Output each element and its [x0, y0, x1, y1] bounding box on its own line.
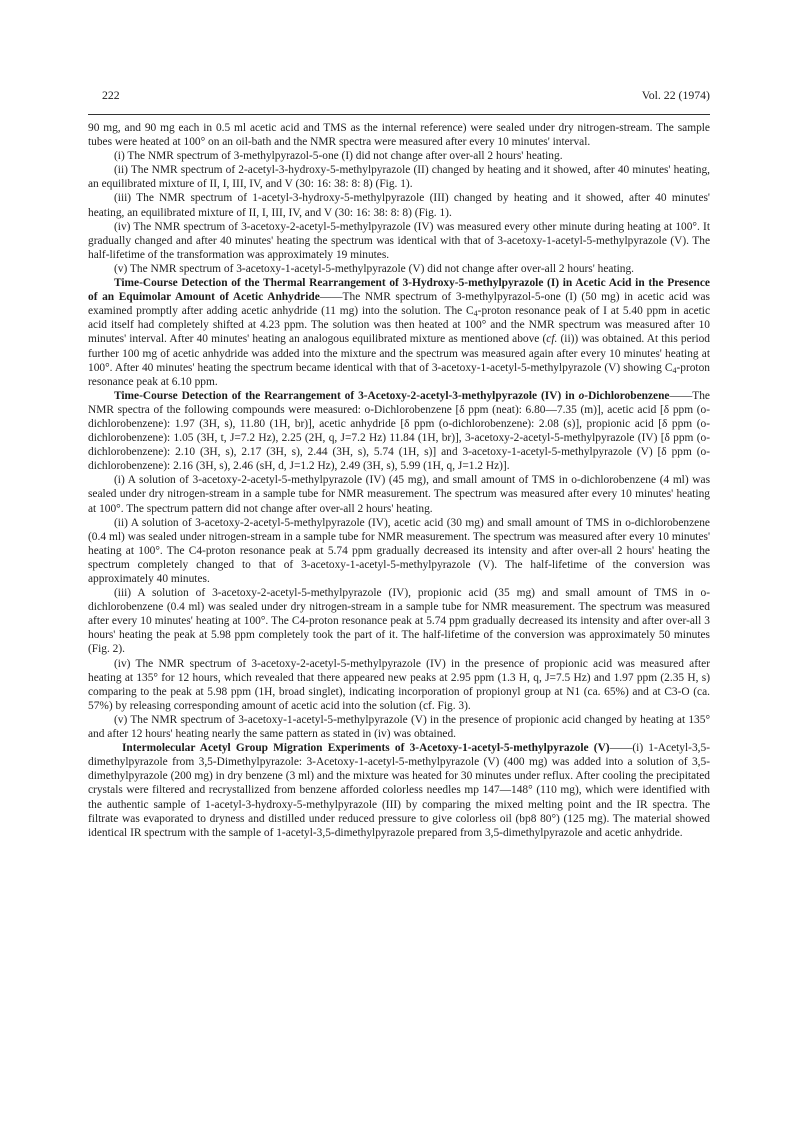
list1-item-i: (i) The NMR spectrum of 3-methylpyrazol-5-one (I) did not change after over-all 2 hours' heating.	[114, 150, 563, 163]
list1-item-v: (v) The NMR spectrum of 3-acetoxy-1-acetyl-5-methylpyrazole (V) did not change after over-all 2 hours' heating.	[114, 262, 635, 275]
section-text: The NMR spectrum of 3-methylpyrazol-5-one (I) (50 mg) in acetic acid was examined promptly after adding acetic anhydride (11 mg) into the solution. The C	[88, 291, 710, 318]
list2-item-i: (i) A solution of 3-acetoxy-2-acetyl-5-methylpyrazole (IV) (45 mg), and small amount of TMS in o-dichlorobenzene (4 ml) was sealed under dry nitrogen-stream in a sample tube for NMR measurement. The spectrum was measured after every 10 minutes' heating at 100°. The spectrum pattern did not change after over-all 2 hours' heating.	[88, 474, 710, 515]
list1-item-iii: (iii) The NMR spectrum of 1-acetyl-3-hydroxy-5-methylpyrazole (III) changed by heating and it showed, after 40 minutes' heating, an equilibrated mixture of II, I, III, IV, and V (30: 16: 38: 8: 8) (Fig. 1).	[88, 192, 710, 219]
section-migration	[88, 741, 710, 840]
subscript: 4	[672, 365, 677, 375]
running-header	[88, 88, 710, 106]
section-text: (ii)) was obtained. At this period further 100 mg of acetic anhydride was added into the mixture and the spectrum was measured again after every 10 minutes' heating at 100°. After 40 minutes' heating the spectrum became identical with that of 3-acetoxy-1-acetyl-5-methylpyrazole (V) showing C	[88, 333, 710, 374]
section-heading: Intermolecular Acetyl Group Migration Experiments of 3-Acetoxy-1-acetyl-5-methylpyrazole (V)	[122, 742, 610, 755]
section-text: (i) 1-Acetyl-3,5-dimethylpyrazole from 3,5-Dimethylpyrazole: 3-Acetoxy-1-acetyl-5-methylpyrazole (V) (400 mg) was added into a solution of 3,5-dimethylpyrazole (200 mg) in dry benzene (3 ml) and the mixture was heated for 30 minutes under reflux. After cooling the precipitated crystals were filtered and recrystallized from benzene afforded colorless needles mp 147—148° (110 mg), which were identified with the authentic sample of 1-acetyl-3-hydroxy-5-methylpyrazole (III) by comparing the mixed melting point and the IR spectra. The filtrate was evaporated to dryness and distilled under reduced pressure to give colorless oil (bp8 80°) (125 mg). The material showed identical IR spectrum with the sample of 1-acetyl-3,5-dimethylpyrazole prepared from 3,5-dimethylpyrazole and acetic anhydride.	[88, 742, 710, 839]
intro-paragraph: 90 mg, and 90 mg each in 0.5 ml acetic acid and TMS as the internal reference) were sealed under dry nitrogen-stream. The sample tubes were heated at 100° on an oil-bath and the NMR spectra were measured after every 10 minutes' interval.	[88, 122, 710, 149]
list2-item-ii: (ii) A solution of 3-acetoxy-2-acetyl-5-methylpyrazole (IV), acetic acid (30 mg) and small amount of TMS in o-dichlorobenzene (0.4 ml) was sealed under nitrogen-stream in a sample tube for NMR measurement. The spectrum was measured after every 10 minutes' heating at 100°. The C4-proton resonance peak at 5.74 ppm gradually decreased its intensity and after over-all 2 hours' heating the spectrum completely changed to that of 3-acetoxy-1-acetyl-5-methylpyrazole (V). The half-lifetime of the conversion was approximately 40 minutes.	[88, 516, 710, 585]
page-body	[88, 121, 710, 840]
heading-italic: o	[578, 389, 585, 402]
list2-item-iv: (iv) The NMR spectrum of 3-acetoxy-2-acetyl-5-methylpyrazole (IV) in the presence of propionic acid was measured after heating at 135° for 12 hours, which revealed that there appeared new peaks at 2.95 ppm (1.3 H, q, J=7.5 Hz) and 1.97 ppm (2.35 H, s) comparing to the peak at 5.98 ppm (1H, broad singlet), indicating incorporation of propionyl group at N1 (ca. 65%) and at C3-O (ca. 57%) by releasing corresponding amount of acetic acid into the solution (cf. Fig. 3).	[88, 657, 710, 712]
list2-item-iii: (iii) A solution of 3-acetoxy-2-acetyl-5-methylpyrazole (IV), propionic acid (35 mg) and small amount of TMS in o-dichlorobenzene (0.4 ml) was sealed under dry nitrogen-stream in a sample tube for NMR measurement. The spectrum was measured after every 10 minutes' heating at 100°. The C4-proton resonance peak at 5.74 ppm gradually decreased its intensity and after over-all 3 hours' heating the peak at 5.98 ppm completely took the part of it. The half-lifetime of the conversion was approximately 50 minutes (Fig. 2).	[88, 587, 710, 656]
list1-item-ii: (ii) The NMR spectrum of 2-acetyl-3-hydroxy-5-methylpyrazole (II) changed by heating and it showed, after 40 minutes' heating, an equilibrated mixture of II, I, III, IV, and V (30: 16: 38: 8: 8) (Fig. 1).	[88, 164, 710, 191]
cf-ref: cf.	[546, 333, 558, 346]
section-text: -proton resonance peak at 6.10 ppm.	[88, 361, 710, 388]
section-text: The NMR spectra of the following compounds were measured: o-Dichlorobenzene [δ ppm (neat): 6.80—7.35 (m)], acetic acid [δ ppm (o-dichlorobenzene): 1.97 (3H, s), 11.80 (1H, br)], acetic anhydride [δ ppm (o-dichlorobenzene): 2.08 (s)], propionic acid [δ ppm (o-dichlorobenzene): 1.05 (3H, t, J=7.2 Hz), 2.25 (2H, q, J=7.2 Hz) 11.84 (1H, br)], 3-acetoxy-2-acetyl-5-methylpyrazole (IV) [δ ppm (o-dichlorobenzene): 2.10 (3H, s), 2.17 (3H, s), 2.44 (3H, s), 5.74 (1H, s)] and 3-acetoxy-1-acetyl-5-methylpyrazole (V) [δ ppm (o-dichlorobenzene): 2.16 (3H, s), 2.46 (sH, d, J=1.2 Hz), 2.49 (3H, s), 5.99 (1H, q, J=1.2 Hz)].	[88, 389, 710, 473]
heading-dash: ——	[669, 389, 693, 402]
section-heading	[114, 390, 670, 402]
section-heading: Time-Course Detection of the Thermal Rearrangement of 3-Hydroxy-5-methylpyrazole (I) in Acetic Acid in the Presence of an Equimolar Amount of Acetic Anhydride	[88, 277, 710, 304]
section-text: -proton resonance peak of I at 5.40 ppm in acetic acid itself had completely shifted at 4.23 ppm. The solution was then heated at 100° and the NMR spectrum was measured after 10 minutes' interval. After 40 minutes' heating an analogous equilibrated mixture as mentioned above (	[88, 305, 711, 346]
subscript: 4	[473, 309, 478, 319]
heading-part: Time-Course Detection of the Rearrangement of 3-Acetoxy-2-acetyl-3-methylpyrazole (IV) in	[114, 389, 579, 402]
list1-item-iv: (iv) The NMR spectrum of 3-acetoxy-2-acetyl-5-methylpyrazole (IV) was measured every other minute during heating at 100°. It gradually changed and after 40 minutes' heating the spectrum was identical with that of 3-acetoxy-1-acetyl-5-methylpyrazole (V). The half-lifetime of the transformation was approximately 19 minutes.	[88, 220, 710, 261]
section-acetic-anhydride	[88, 276, 710, 389]
list2-item-v: (v) The NMR spectrum of 3-acetoxy-1-acetyl-5-methylpyrazole (V) in the presence of propionic acid changed by heating at 135° and after 12 hours' heating nearly the same pattern as stated in (iv) was obtained.	[88, 713, 710, 741]
heading-part: -Dichlorobenzene	[584, 389, 670, 402]
volume-info: Vol. 22 (1974)	[641, 88, 710, 102]
heading-dash: ——	[319, 291, 343, 304]
section-dichlorobenzene	[88, 389, 710, 474]
header-rule	[88, 114, 710, 115]
heading-dash: ——	[609, 742, 633, 755]
page-number: 222	[102, 88, 120, 102]
